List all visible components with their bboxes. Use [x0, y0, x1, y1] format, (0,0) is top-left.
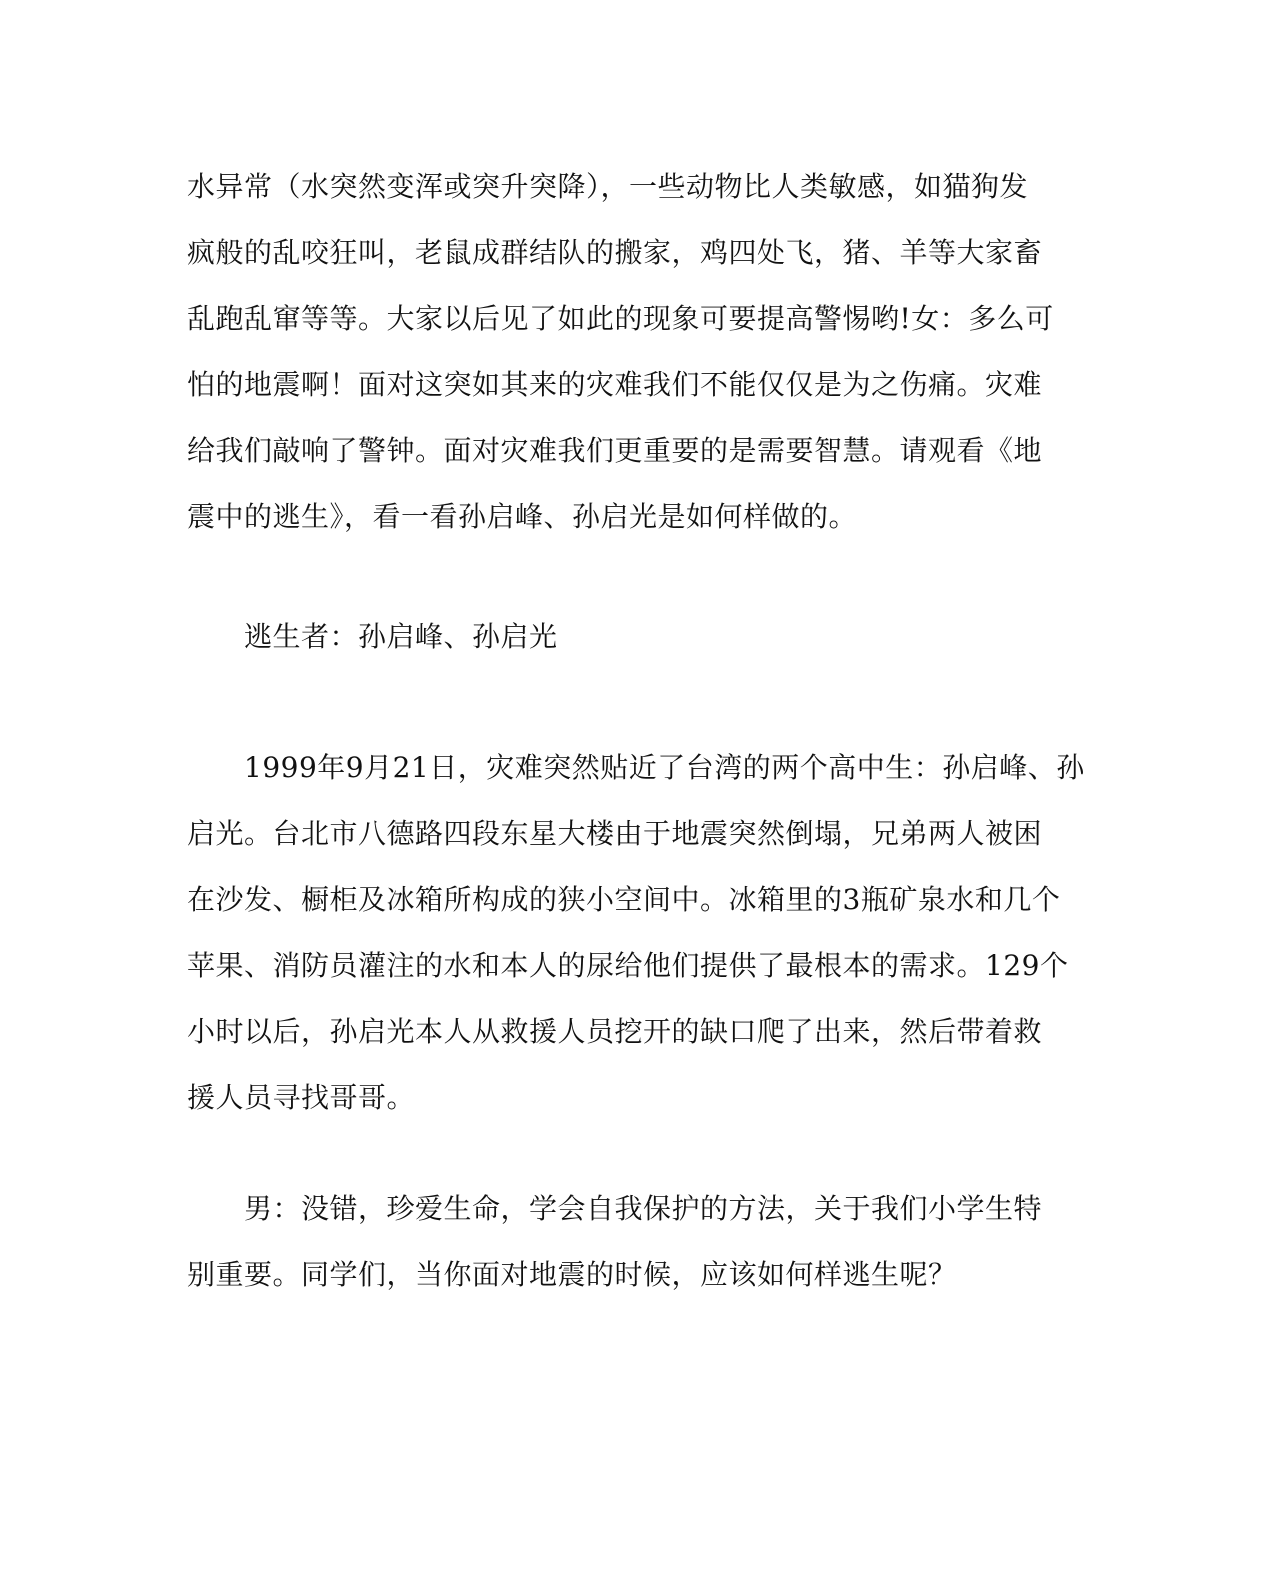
- paragraph-animal-signs: [187, 154, 1065, 550]
- text-line: 震中的逃生》，看一看孙启峰、孙启光是如何样做的。: [187, 500, 858, 533]
- paragraph-survivors: [187, 604, 1065, 670]
- text-line: 乱跑乱窜等等。大家以后见了如此的现象可要提高警惕哟!女：多么可: [187, 302, 1054, 335]
- text-line: 逃生者：孙启峰、孙启光: [244, 620, 558, 653]
- text-line: 男：没错，珍爱生命，学会自我保护的方法，关于我们小学生特: [244, 1192, 1043, 1225]
- text-line: 在沙发、橱柜及冰箱所构成的狭小空间中。冰箱里的3瓶矿泉水和几个: [187, 883, 1061, 916]
- text-line: 给我们敲响了警钟。面对灾难我们更重要的是需要智慧。请观看《地: [187, 434, 1043, 467]
- text-line: 怕的地震啊！面对这突如其来的灾难我们不能仅仅是为之伤痛。灾难: [187, 368, 1043, 401]
- text-line: 援人员寻找哥哥。: [187, 1081, 416, 1114]
- text-line: 1999年9月21日，灾难突然贴近了台湾的两个高中生：孙启峰、孙: [244, 751, 1085, 784]
- text-line: 别重要。同学们，当你面对地震的时候，应该如何样逃生呢？: [187, 1258, 957, 1291]
- text-line: 疯般的乱咬狂叫，老鼠成群结队的搬家，鸡四处飞，猪、羊等大家畜: [187, 236, 1043, 269]
- text-line: 小时以后，孙启光本人从救援人员挖开的缺口爬了出来，然后带着救: [187, 1015, 1043, 1048]
- text-line: 启光。台北市八德路四段东星大楼由于地震突然倒塌，兄弟两人被困: [187, 817, 1043, 850]
- paragraph-closing-question: [187, 1176, 1065, 1308]
- paragraph-earthquake-story: [187, 735, 1085, 1131]
- text-line: 苹果、消防员灌注的水和本人的尿给他们提供了最根本的需求。129个: [187, 949, 1069, 982]
- text-line: 水异常（水突然变浑或突升突降），一些动物比人类敏感，如猫狗发: [187, 170, 1029, 203]
